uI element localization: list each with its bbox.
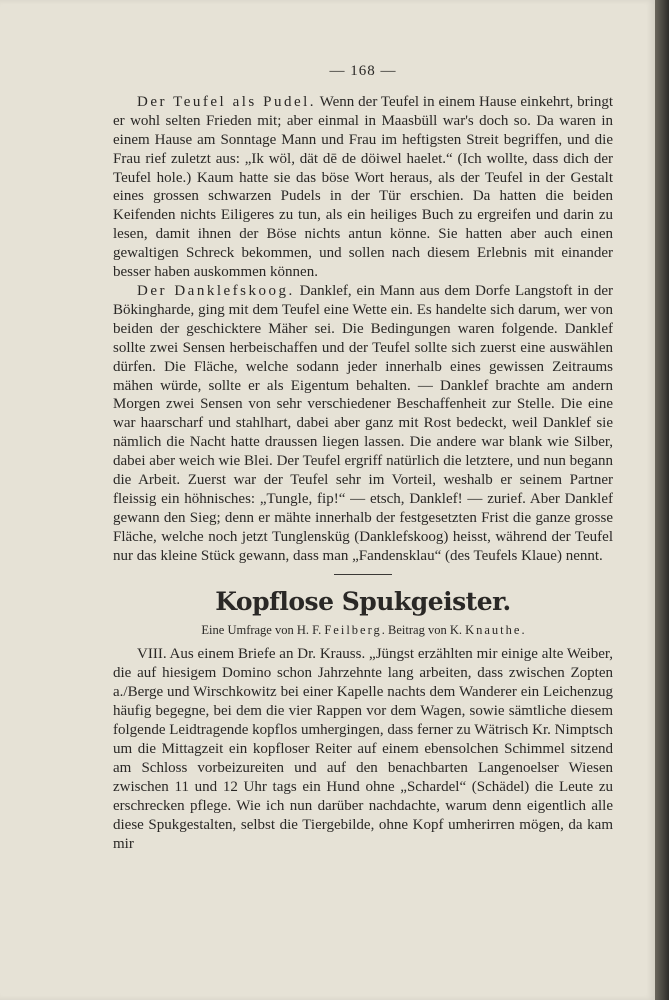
paragraph-lead: Der Teufel als Pudel. bbox=[137, 93, 317, 110]
section-heading: Kopflose Spukgeister. bbox=[215, 586, 511, 616]
byline-suffix: . bbox=[521, 622, 525, 637]
page-text bbox=[113, 62, 613, 853]
paragraph-teufel-als-pudel bbox=[113, 93, 613, 282]
paragraph-body: Wenn der Teufel in einem Hause einkehrt, bringt er wohl selten Frieden mit; aber einmal in Maasbüll war's doch so. Da waren in einem Hause am Sonntage Mann und Frau im heftigsten Streit begriffen, und die Frau rief zuletzt aus: „Ik wöl, dät dē de döiwel haelet.“ (Ich wollte, dass dich der Teufel hole.) Kaum hatte sie das böse Wort heraus, als der Teufel in der Gestalt eines grossen schwarzen Pudels in der Tür erschien. Da hatten die beiden Keifenden nichts Eiligeres zu tun, als ein heiliges Buch zu ergreifen und darin zu lesen, damit ihnen der Böse nichts antun könne. Sie hatten aber auch einen gewaltigen Schreck bekommen, und sollen nach diesem Erlebnis mit einander besser haben auskommen können. bbox=[113, 93, 613, 281]
book-edge bbox=[655, 0, 669, 1000]
section-byline bbox=[113, 621, 613, 640]
paragraph-viii: VIII. Aus einem Briefe an Dr. Krauss. „Jüngst erzählten mir einige alte Weiber, die auf hiesigem Domino schon Jahrzehnte lang arbeiten, dass zwischen Zopten a./Berge und Wirschkowitz bei einer Kapelle nachts dem Wanderer ein Leichenzug häufig begegne, bei dem die vier Rappen vor dem Wagen, sowie sämtliche diesem folgende Leidtragende kopflos umhergingen, dass ferner zu Wätrisch Kr. Nimptsch um die Mittagzeit ein kopfloser Reiter auf einem ebensolchen Schimmel sitzend am Schloss vorbeizureiten und auf den benachbarten Langenoelser Wiesen zwischen 11 und 12 Uhr tags ein Hund ohne „Schardel“ (Schädel) die Leute zu erschrecken pflege. Wie ich nun darüber nachdachte, warum denn eigentlich alle diese Spukgestalten, selbst die Tiergebilde, ohne Kopf umherirren mögen, da kam mir bbox=[113, 646, 613, 852]
byline-author-2: Knauthe bbox=[465, 622, 522, 637]
paragraph-lead: Der Danklefskoog. bbox=[137, 282, 295, 299]
paragraph-body: Danklef, ein Mann aus dem Dorfe Langstoft in der Bökingharde, ging mit dem Teufel eine Wette ein. Es handelte sich darum, wer von beiden der geschicktere Mäher sei. Die Bedingungen waren folgende. Danklef sollte zwei Sensen herbeischaffen und der Teufel sollte sich zuerst eine auswählen dürfen. Die Fläche, welche sodann jeder innerhalb eines gewissen Zeitraums mähen würde, sollte er als Eigentum behalten. — Danklef brachte am andern Morgen zwei Sensen von sehr verschiedener Beschaffenheit zur Stelle. Die eine war haarscharf und stahlhart, dabei aber ganz mit Rost bedeckt, weil Danklef sie nämlich die Nacht hatte draussen liegen lassen. Die andere war blank wie Silber, dabei aber weich wie Blei. Der Teufel ergriff natürlich die letztere, und nun begann die Arbeit. Zuerst war der Teufel sehr im Vorteil, weshalb er seinem Partner fleissig ein höhnisches: „Tungle, fip!“ — etsch, Danklef! — zurief. Aber Danklef gewann den Sieg; denn er mähte innerhalb der festgesetzten Frist die ganze grosse Fläche, welche noch jetzt Tunglensküg (Danklefskoog) heisst, während der Teufel nur das kleine Stück gewann, dass man „Fandensklau“ (des Teufels Klaue) nennt. bbox=[113, 282, 613, 564]
byline-author-1: Feilberg bbox=[324, 622, 382, 637]
section-divider bbox=[334, 574, 392, 575]
paragraph-danklefskoog bbox=[113, 282, 613, 566]
byline-prefix: Eine Umfrage von H. F. bbox=[201, 622, 325, 637]
page-number: — 168 — bbox=[329, 63, 397, 79]
byline-middle: . Beitrag von K. bbox=[381, 622, 466, 637]
